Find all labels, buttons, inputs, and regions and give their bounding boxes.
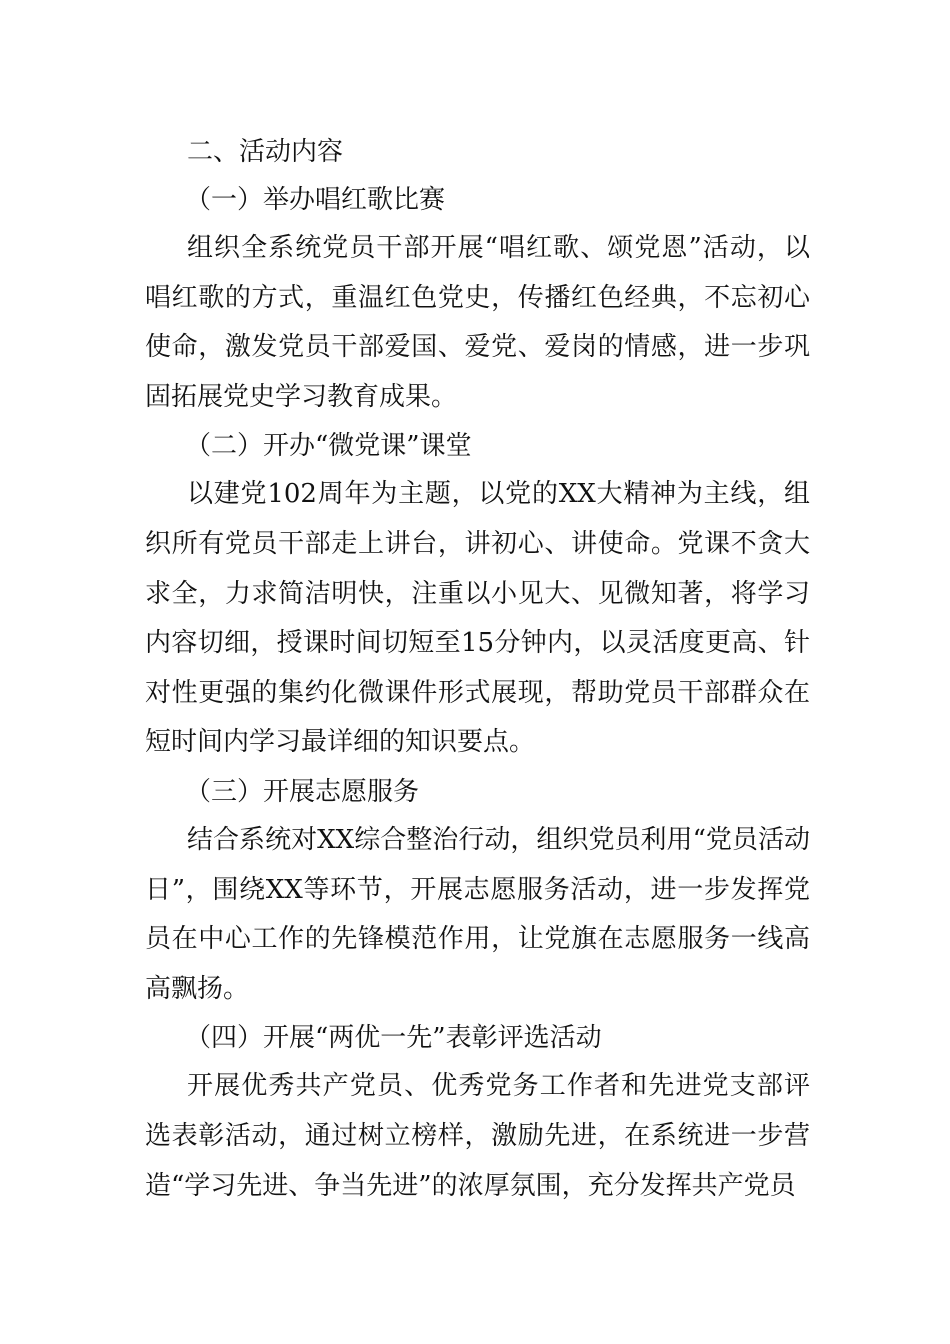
item-heading-1: （一）举办唱红歌比赛 — [185, 185, 446, 215]
section-title: 二、活动内容 — [187, 137, 344, 167]
item-body-2: 以建党102周年为主题，以党的XX大精神为主线，组织所有党员干部走上讲台，讲初心、讲使命。党课不贪大求全，力求简洁明快，注重以小见大、见微知著，将学习内容切细，授课时间切短至15分钟内，以灵活度更高、针对性更强的集约化微课件形式展现，帮助党员干部群众在短时间内学习最详细的知识要点。 — [145, 479, 810, 758]
item-heading-3: （三）开展志愿服务 — [185, 776, 420, 807]
item-body-1: 组织全系统党员干部开展“唱红歌、颂党恩”活动，以唱红歌的方式，重温红色党史，传播红色经典，不忘初心使命，激发党员干部爱国、爱党、爱岗的情感，进一步巩固拓展党史学习教育成果。 — [145, 233, 810, 412]
item-heading-2: （二）开办“微党课”课堂 — [185, 431, 472, 462]
document-content — [145, 128, 810, 1211]
item-body-3: 结合系统对XX综合整治行动，组织党员利用“党员活动日”，围绕XX等环节，开展志愿服务活动，进一步发挥党员在中心工作的先锋模范作用，让党旗在志愿服务一线高高飘扬。 — [145, 824, 810, 1004]
item-body-4: 开展优秀共产党员、优秀党务工作者和先进党支部评选表彰活动，通过树立榜样，激励先进，在系统进一步营造“学习先进、争当先进”的浓厚氛围，充分发挥共产党员 — [145, 1071, 810, 1201]
item-heading-4: （四）开展“两优一先”表彰评选活动 — [185, 1023, 602, 1054]
